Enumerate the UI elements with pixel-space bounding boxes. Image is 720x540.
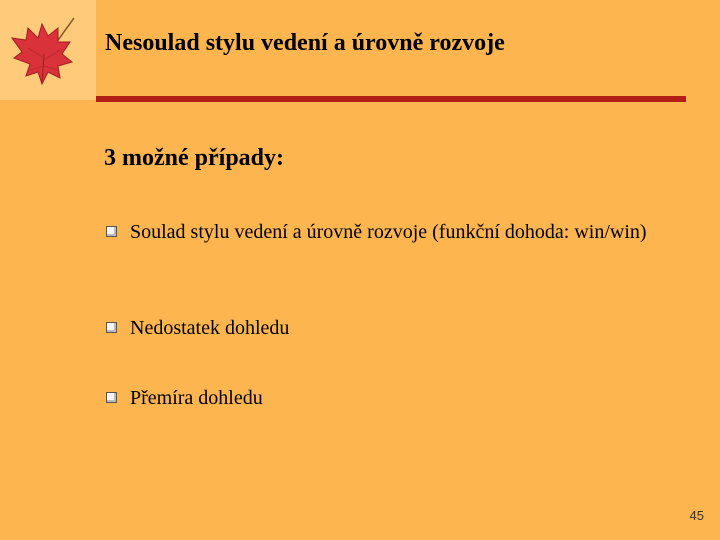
bullet-text: Soulad stylu vedení a úrovně rozvoje (funkční dohoda: win/win) — [130, 221, 647, 243]
bullet-text: Přemíra dohledu — [130, 387, 263, 409]
checkbox-square-icon — [106, 226, 117, 237]
slide-title: Nesoulad stylu vedení a úrovně rozvoje — [105, 30, 505, 56]
corner-panel — [0, 0, 96, 100]
list-item — [106, 386, 263, 411]
title-divider — [96, 96, 686, 102]
checkbox-square-icon — [106, 322, 117, 333]
bullet-text: Nedostatek dohledu — [130, 317, 290, 339]
slide-subtitle: 3 možné případy: — [104, 145, 284, 171]
list-item — [106, 220, 647, 245]
page-number: 45 — [689, 508, 704, 523]
checkbox-square-icon — [106, 392, 117, 403]
list-item — [106, 316, 289, 341]
maple-leaf-icon — [8, 14, 78, 92]
